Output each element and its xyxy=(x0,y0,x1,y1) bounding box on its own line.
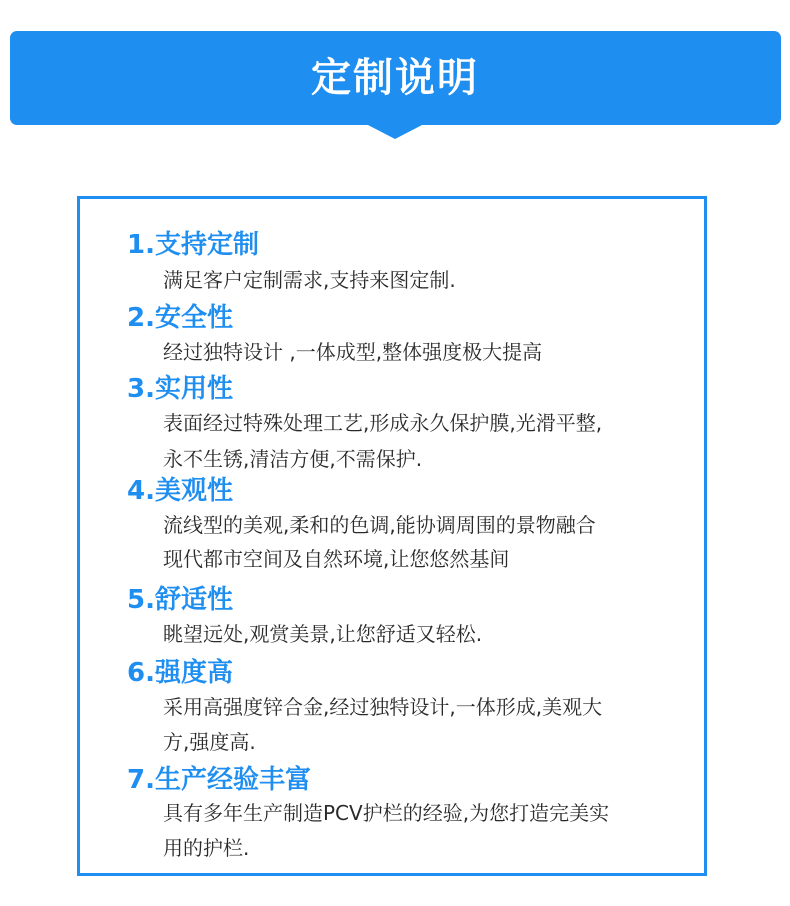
item-text: 采用高强度锌合金,经过独特设计,一体形成,美观大 xyxy=(163,695,603,719)
item-title-strength: 6.强度高 xyxy=(127,658,233,688)
item-text: 用的护栏. xyxy=(163,836,250,860)
item-title-safety: 2.安全性 xyxy=(127,303,233,333)
item-text: 永不生锈,清洁方便,不需保护. xyxy=(163,447,423,471)
item-title-experience: 7.生产经验丰富 xyxy=(127,765,311,795)
item-text: 具有多年生产制造PCV护栏的经验,为您打造完美实 xyxy=(163,801,610,825)
item-title-comfort: 5.舒适性 xyxy=(127,585,233,615)
banner-pointer xyxy=(366,124,424,139)
item-title-practicality: 3.实用性 xyxy=(127,374,233,404)
item-text: 满足客户定制需求,支持来图定制. xyxy=(163,268,456,292)
item-text: 经过独特设计 ,一体成型,整体强度极大提高 xyxy=(163,340,543,364)
item-title-customization: 1.支持定制 xyxy=(127,230,259,260)
item-title-aesthetics: 4.美观性 xyxy=(127,476,233,506)
item-text: 方,强度高. xyxy=(163,730,256,754)
item-text: 表面经过特殊处理工艺,形成永久保护膜,光滑平整, xyxy=(163,411,603,435)
item-text: 流线型的美观,柔和的色调,能协调周围的景物融合 xyxy=(163,513,596,537)
item-text: 现代都市空间及自然环境,让您悠然基间 xyxy=(163,547,510,571)
page-title: 定制说明 xyxy=(311,55,479,101)
item-text: 眺望远处,观赏美景,让您舒适又轻松. xyxy=(163,622,483,646)
